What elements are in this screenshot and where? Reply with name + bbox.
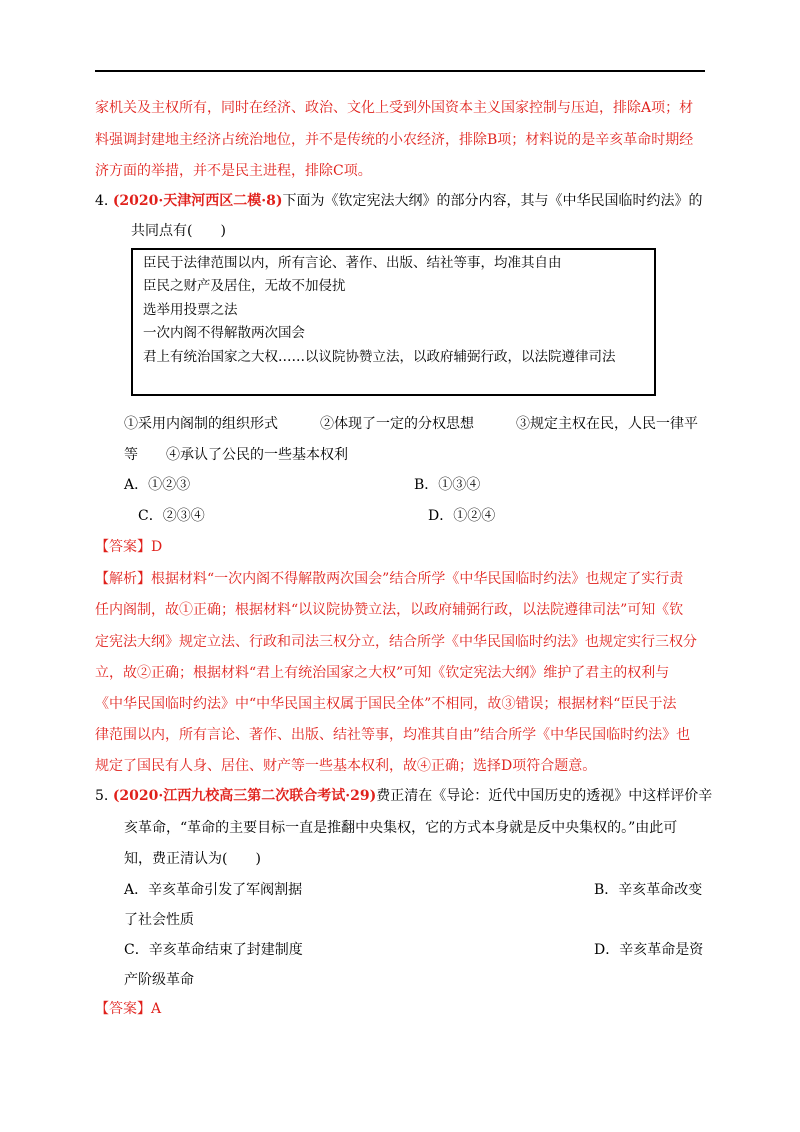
option-d-cont: 产阶级革命 [124, 972, 194, 988]
analysis-line-5: 《中华民国临时约法》中“中华民国主权属于国民全体”不相同，故③错误；根据材料“臣民于法 [95, 696, 677, 712]
question-source: (2020·天津河西区二模·8) [112, 193, 283, 209]
option-d: D．辛亥革命是资 [594, 942, 704, 958]
question-5-stem-line-2: 亥革命，“革命的主要目标一直是推翻中央集权，它的方式本身就是反中央集权的。”由此可 [124, 820, 678, 836]
analysis-line-2: 任内阁制，故①正确；根据材料“以议院协赞立法，以政府辅弼行政，以法院遵律司法”可知《钦 [95, 602, 684, 618]
material-box [131, 248, 656, 396]
analysis-line-7: 规定了国民有人身、居住、财产等一些基本权利，故④正确；选择D项符合题意。 [95, 758, 597, 774]
question-4-stem [95, 191, 703, 211]
material-line: 选举用投票之法 [143, 302, 238, 318]
option-c: C．②③④ [138, 508, 205, 524]
option-a: A．辛亥革命引发了军阀割据 [124, 882, 303, 898]
analysis-label: 【解析】 [95, 571, 151, 587]
header-rule [95, 70, 705, 72]
option-d: D．①②④ [428, 508, 496, 524]
answer-label: 【答案】D [95, 539, 163, 555]
material-line: 臣民之财产及居住，无故不加侵扰 [143, 278, 346, 294]
question-5-stem-line-3: 知，费正清认为( ) [124, 851, 261, 867]
question-number: 5. [95, 788, 109, 804]
option-c: C．辛亥革命结束了封建制度 [124, 942, 303, 958]
statements-line-2: 等 ④承认了公民的一些基本权利 [124, 447, 348, 463]
analysis-line-6: 律范围以内，所有言论、著作、出版、结社等事，均准其自由”结合所学《中华民国临时约法》也 [95, 727, 691, 743]
question-5-stem [95, 786, 712, 806]
analysis-line-4: 立，故②正确；根据材料“君上有统治国家之大权”可知《钦定宪法大纲》维护了君主的权利与 [95, 665, 670, 681]
material-line: 一次内阁不得解散两次国会 [143, 325, 305, 341]
prev-analysis-line-1: 家机关及主权所有，同时在经济、政治、文化上受到外国资本主义国家控制与压迫，排除A项；材 [95, 100, 694, 116]
prev-analysis-line-3: 济方面的举措，并不是民主进程，排除C项。 [95, 163, 372, 179]
analysis-text: 根据材料“一次内阁不得解散两次国会”结合所学《中华民国临时约法》也规定了实行责 [151, 571, 684, 587]
prev-analysis-line-2: 料强调封建地主经济占统治地位，并不是传统的小农经济，排除B项；材料说的是辛亥革命时期经 [95, 132, 694, 148]
question-stem-text: 下面为《钦定宪法大纲》的部分内容，其与《中华民国临时约法》的 [282, 193, 703, 209]
material-line: 君上有统治国家之大权……以议院协赞立法，以政府辅弼行政，以法院遵律司法 [143, 349, 616, 365]
option-b: B．①③④ [414, 477, 481, 493]
question-stem-text: 费正清在《导论：近代中国历史的透视》中这样评价辛 [376, 788, 713, 804]
option-b-cont: 了社会性质 [124, 912, 194, 928]
question-4-stem-cont: 共同点有( ) [131, 223, 226, 239]
option-b: B．辛亥革命改变 [594, 882, 703, 898]
question-number: 4. [95, 193, 109, 209]
question-source: (2020·江西九校高三第二次联合考试·29) [112, 788, 377, 804]
answer-label: 【答案】A [95, 1001, 162, 1017]
material-line: 臣民于法律范围以内，所有言论、著作、出版、结社等事，均准其自由 [143, 255, 562, 271]
statements-line-1: ①采用内阁制的组织形式 ②体现了一定的分权思想 ③规定主权在民，人民一律平 [124, 416, 698, 432]
analysis-line-3: 定宪法大纲》规定立法、行政和司法三权分立，结合所学《中华民国临时约法》也规定实行三权分 [95, 634, 697, 650]
option-a: A．①②③ [124, 477, 191, 493]
analysis-line-1 [95, 569, 683, 589]
